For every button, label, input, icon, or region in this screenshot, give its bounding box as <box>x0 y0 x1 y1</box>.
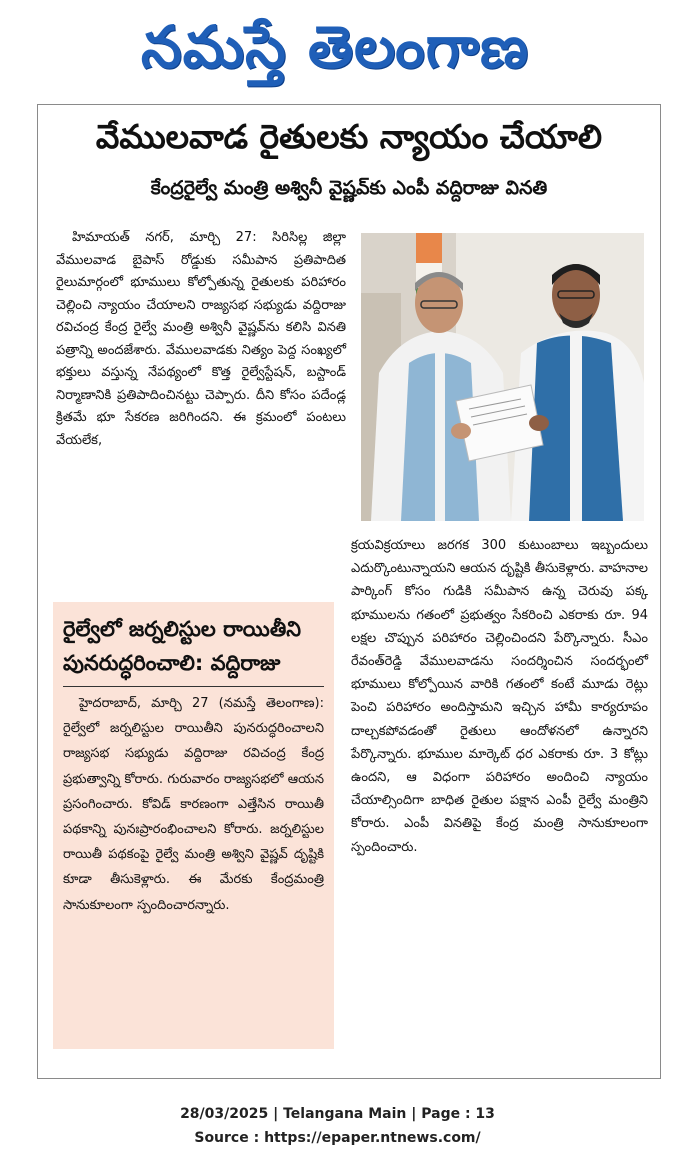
footer-source-link[interactable]: Source : https://epaper.ntnews.com/ <box>194 1130 481 1146</box>
article-clipping <box>37 104 661 1079</box>
sidebar-headline: రైల్వేలో జర్నలిస్టుల రాయితీని పునరుద్ధరించాలి: వద్దిరాజు <box>63 617 301 675</box>
article-subheadline: కేంద్రరైల్వే మంత్రి అశ్వినీ వైష్ణవ్‌కు ఎంపీ వద్దిరాజు వినతి <box>150 177 548 199</box>
masthead <box>110 4 560 90</box>
sidebar-body <box>63 691 324 918</box>
article-right-body: క్రయవిక్రయాలు జరగక 300 కుటుంబాలు ఇబ్బందులు ఎదుర్కొంటున్నాయని ఆయన దృష్టికి తీసుకెళ్లారు. వాహనాల పార్కింగ్ కోసం గుడికి సమీపాన ఉన్న చెరువు పక్క భూములను గతంలో ప్రభుత్వం సేకరించి ఎకరాకు రూ. 94 లక్షల చొప్పున పరిహారం చెల్లించిందని పేర్కొన్నారు. సీఎం రేవంత్‌రెడ్డి వేములవాడను సందర్శించిన సందర్భంలో భూములు కోల్పోయిన వారికి గతంలో కంటే మూడు రెట్లు పెంచి పరిహారం అందిస్తామని ఇచ్చిన హామీ కార్యరూపం దాల్చకపోవడంతో రైతులు ఆందోళనలో ఉన్నారని పేర్కొన్నారు. భూముల మార్కెట్ ధర ఎకరాకు రూ. 3 కోట్లు ఉందని, ఆ విధంగా పరిహారం అందించి న్యాయం చేయాల్సిందిగా బాధిత రైతుల పక్షాన ఎంపీ రైల్వే మంత్రిని కోరారు. ఎంపీ వినతిపై కేంద్ర మంత్రి సానుకూలంగా స్పందించారు. <box>351 538 648 855</box>
footer-date-edition-page: 28/03/2025 | Telangana Main | Page : 13 <box>180 1106 495 1122</box>
article-right-column <box>351 534 648 859</box>
article-left-body: హిమాయత్ నగర్, మార్చి 27: సిరిసిల్ల జిల్లా వేములవాడ బైపాస్ రోడ్డుకు సమీపాన ప్రతిపాదిత రైలుమార్గంలో భూములు కోల్పోతున్న రైతులకు పరిహారం చెల్లించి న్యాయం చేయాలని రాజ్యసభ సభ్యుడు వద్దిరాజు రవిచంద్ర కేంద్ర రైల్వే మంత్రి అశ్వినీ వైష్ణవ్‌ను కలిసి వినతి పత్రాన్ని అందజేశారు. వేములవాడకు నిత్యం పెద్ద సంఖ్యలో భక్తులు వస్తున్న నేపథ్యంలో కొత్త రైల్వేస్టేషన్, బస్టాండ్ నిర్మాణానికి ప్రతిపాదించినట్టు చెప్పారు. దీని కోసం పదేండ్ల క్రితమే భూ సేకరణ జరిగిందని. ఈ క్రమంలో పంటలు వేయలేక, <box>56 230 346 448</box>
masthead-logo: నమస్తే తెలంగాణ <box>141 13 529 81</box>
article-photo <box>361 233 644 521</box>
photo-two-men-handing-petition-icon <box>361 233 644 521</box>
article-left-column <box>56 227 346 452</box>
sidebar-body-text: హైదరాబాద్, మార్చి 27 (నమస్తే తెలంగాణ): రైల్వేలో జర్నలిస్టుల రాయితీని పునరుద్ధరించాలని రాజ్యసభ సభ్యుడు వద్దిరాజు రవిచంద్ర కేంద్ర ప్రభుత్వాన్ని కోరారు. గురువారం రాజ్యసభలో ఆయన ప్రసంగించారు. కోవిడ్ కారణంగా ఎత్తేసిన రాయితీ పథకాన్ని పునఃప్రారంభించాలని కోరారు. జర్నలిస్టుల రాయితీ పథకంపై రైల్వే మంత్రి అశ్విని వైష్ణవ్ దృష్టికి కూడా తీసుకెళ్లారు. ఈ మేరకు కేంద్రమంత్రి సానుకూలంగా స్పందించారన్నారు. <box>63 696 324 913</box>
sidebar-box <box>53 602 334 1049</box>
sidebar-divider <box>63 686 324 687</box>
article-headline: వేములవాడ రైతులకు న్యాయం చేయాలి <box>95 117 603 156</box>
